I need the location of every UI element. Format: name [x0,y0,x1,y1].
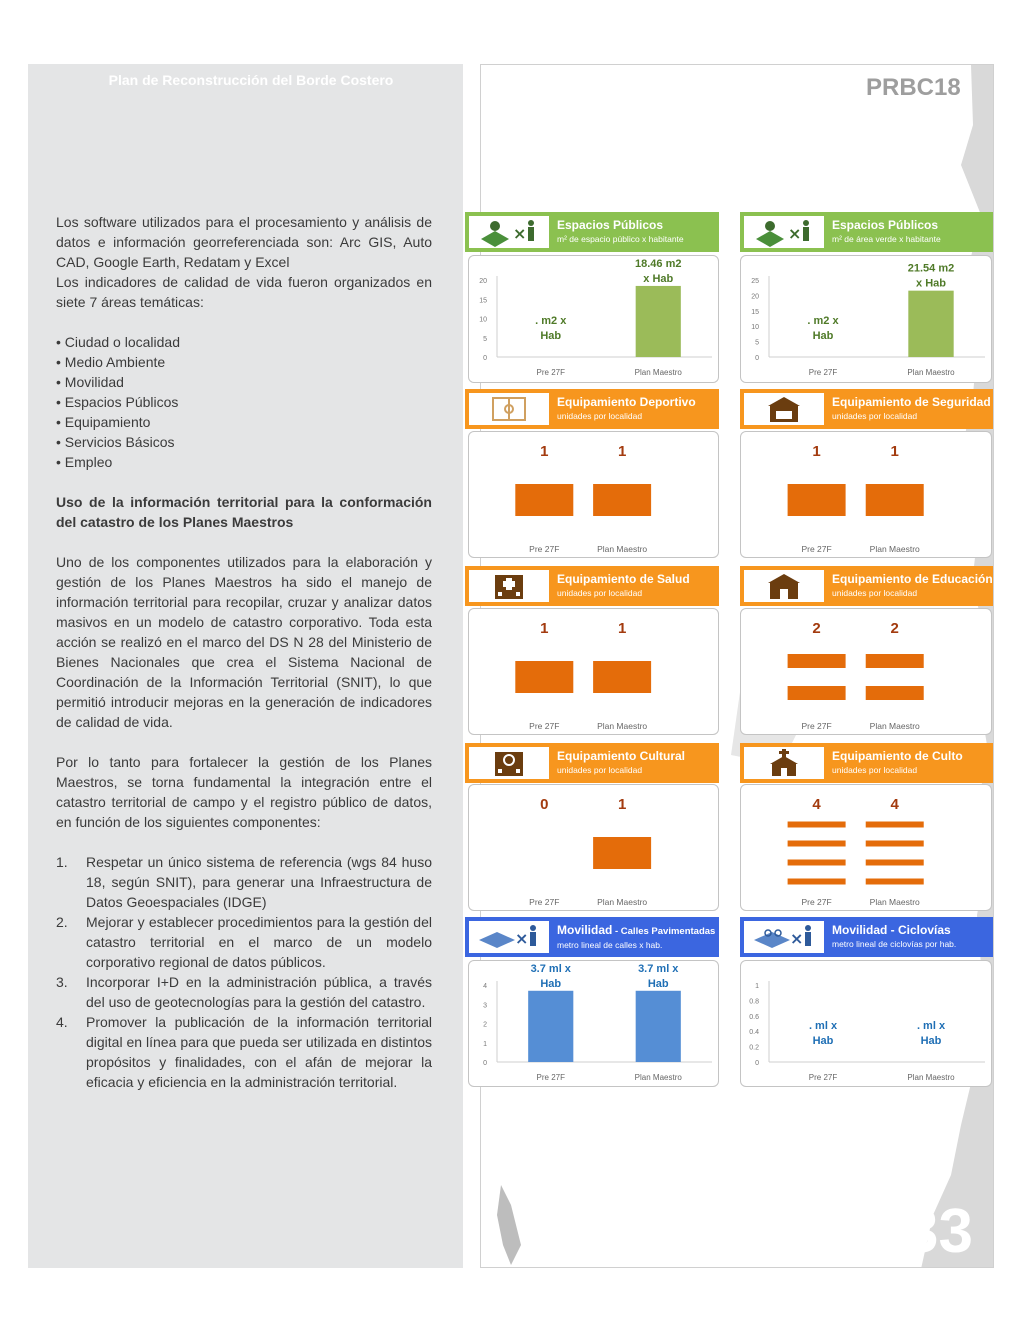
svg-text:×: × [788,224,802,243]
data-label: . ml x [808,1020,838,1032]
card-title: Equipamiento de Educación [832,572,993,586]
y-tick-label: 0 [483,1060,487,1067]
unit-block [866,654,924,668]
x-tick-label: Plan Maestro [907,368,955,377]
data-label: Hab [812,330,834,342]
school-icon [744,570,824,602]
document-code: PRBC18 [866,74,961,101]
data-label: Hab [540,330,562,342]
units-chart [469,785,720,912]
card-header-worship [740,743,993,783]
card-subtitle: m² de área verde x habitante [832,234,941,244]
chart-security [740,431,992,558]
x-tick-label: Pre 27F [529,544,560,554]
card-subtitle: unidades por localidad [832,588,918,598]
list-item: 3. Incorporar I+D en la administración pública, a través del uso de geotecnologías para la gestión del catastro. [56,974,432,1010]
x-tick-label: Plan Maestro [907,1073,955,1082]
y-tick-label: 10 [751,324,759,332]
cultural-center-icon [469,747,549,779]
unit-block [866,860,924,866]
unit-count-label: 1 [617,620,627,637]
unit-block [788,841,846,847]
chart-education [740,608,992,735]
card-title: Equipamiento Cultural [557,749,686,763]
data-label: . ml x [916,1020,946,1032]
x-tick-label: Plan Maestro [869,544,920,554]
y-tick-label: 3 [483,1002,487,1010]
unit-block [515,484,573,516]
chart-bike-lanes [740,960,992,1087]
y-tick-label: 0 [483,355,487,362]
bar-chart [469,961,720,1088]
card-subtitle: unidades por localidad [557,588,643,598]
bar [636,286,681,357]
y-tick-label: 0.8 [749,998,759,1006]
card-subtitle: unidades por localidad [832,411,918,421]
unit-count-label: 1 [812,443,821,460]
units-chart [741,432,993,559]
y-tick-label: 0 [755,355,759,362]
paragraph: Por lo tanto para fortalecer la gestión de los Planes Maestros, se torna fundamental la integración entre el catastro territorial de campo y el registro público de datos, en función de los siguientes componentes: [56,754,432,830]
data-label: . m2 x [807,315,839,327]
y-tick-label: 0.6 [749,1013,759,1021]
y-tick-label: 15 [479,297,487,305]
unit-block [866,686,924,700]
page-number: 33 [904,1197,973,1266]
unit-count-label: 1 [617,443,627,460]
card-title: Espacios Públicos [832,218,939,232]
x-tick-label: Plan Maestro [634,1073,682,1082]
unit-block [866,822,924,828]
units-chart [469,609,720,736]
card-title: Equipamiento de Culto [832,749,963,763]
chart-green-area [740,255,992,383]
chart-paved-streets [468,960,719,1087]
x-tick-label: Plan Maestro [597,544,648,554]
unit-block [788,822,846,828]
bike-lane-per-person-icon [744,921,824,953]
health-center-icon [469,570,549,602]
unit-block [866,879,924,885]
y-tick-label: 20 [751,293,759,301]
unit-block [593,661,651,693]
chart-culture [468,784,719,911]
y-tick-label: 0 [755,1060,759,1067]
data-label: x Hab [916,277,946,290]
unit-count-label: 4 [812,796,821,813]
bar [528,991,573,1062]
x-tick-label: Pre 27F [529,897,560,907]
area-item: • Empleo [56,454,113,470]
bar [636,991,681,1062]
data-label: Hab [540,977,562,990]
x-tick-label: Pre 27F [808,368,838,377]
card-subtitle: m² de espacio público x habitante [557,234,684,244]
card-title: Movilidad - Calles Pavimentadas [557,922,716,937]
card-header-green-area [740,212,993,252]
card-subtitle: metro lineal de ciclovías por hab. [832,939,957,949]
church-icon [744,747,824,779]
data-label: Hab [647,977,669,990]
unit-block [788,860,846,866]
x-tick-label: Pre 27F [801,721,832,731]
chart-sports [468,431,719,558]
card-title: Equipamiento de Salud [557,572,690,586]
chart-health [468,608,719,735]
data-label: 18.46 m2 [635,257,682,270]
svg-text:×: × [790,929,804,948]
unit-block [593,484,651,516]
x-tick-label: Pre 27F [529,721,560,731]
data-label: Hab [812,1035,834,1047]
svg-text:×: × [515,929,529,948]
x-tick-label: Pre 27F [808,1073,838,1082]
x-tick-label: Plan Maestro [869,721,920,731]
list-item: 1. Respetar un único sistema de referencia (wgs 84 huso 18, según SNIT), para generar una Infraestructura de Datos Geoespaciales (IDGE) [56,854,432,910]
card-header-security [740,389,993,429]
police-station-icon [744,393,824,425]
card-header-public-space [465,212,719,252]
units-chart [741,785,993,912]
area-item: • Servicios Básicos [56,434,175,450]
bar-chart [741,256,993,384]
unit-count-label: 2 [890,620,899,637]
unit-block [788,879,846,885]
y-tick-label: 0.2 [749,1044,759,1052]
public-space-per-person-icon [469,216,549,248]
unit-block [788,654,846,668]
card-subtitle: unidades por localidad [557,765,643,775]
x-tick-label: Plan Maestro [869,897,920,907]
svg-text:×: × [513,224,527,243]
area-item: • Espacios Públicos [56,394,179,410]
unit-block [866,484,924,516]
card-header-paved-streets [465,917,719,957]
intro-software: Los software utilizados para el procesamiento y análisis de datos e información georreferenciada son: Arc GIS, Auto CAD, Google Earth, Redatam y Excel [56,214,432,270]
card-title: Equipamiento de Seguridad [832,395,991,409]
x-tick-label: Plan Maestro [597,897,648,907]
y-tick-label: 20 [479,278,487,285]
x-tick-label: Pre 27F [536,1073,565,1082]
data-label: x Hab [643,272,674,285]
bar [908,291,953,357]
card-subtitle: metro lineal de calles x hab. [557,939,663,950]
unit-count-label: 1 [540,443,549,460]
area-item: • Medio Ambiente [56,354,166,370]
list-item: 2. Mejorar y establecer procedimientos para la gestión del catastro territorial en el marco de un modelo corporativo regional de datos públicos. [56,914,432,970]
card-header-culture [465,743,719,783]
bar-chart [469,256,720,384]
y-tick-label: 15 [751,308,759,316]
y-tick-label: 4 [483,983,487,990]
area-item: • Ciudad o localidad [56,334,180,350]
unit-count-label: 1 [617,796,627,813]
card-title: Equipamiento Deportivo [557,395,696,409]
unit-count-label: 2 [812,620,821,637]
data-label: . m2 x [535,315,567,327]
card-title: Movilidad - Ciclovías [832,923,951,937]
y-tick-label: 0.4 [749,1029,759,1037]
units-chart [469,432,720,559]
card-subtitle: unidades por localidad [557,411,643,421]
x-tick-label: Plan Maestro [597,721,648,731]
running-header: Plan de Reconstrucción del Borde Costero [108,72,394,88]
paved-street-per-person-icon [469,921,549,953]
card-header-health [465,566,719,606]
left-text-panel [28,64,463,1268]
data-label: 3.7 ml x [530,962,571,975]
intro-areas: Los indicadores de calidad de vida fueron organizados en siete 7 áreas temáticas: [56,274,432,310]
x-tick-label: Plan Maestro [634,368,682,377]
card-header-education [740,566,993,606]
x-tick-label: Pre 27F [801,544,832,554]
list-item: 4. Promover la publicación de la información territorial digital en línea para que pueda ser utilizada en distintos propósitos y finalidades, con el afán de mejorar la eficacia y eficiencia en la administración territorial. [56,1014,432,1090]
card-header-bike-lanes [740,917,993,957]
unit-block [788,686,846,700]
y-tick-label: 25 [751,278,759,285]
units-chart [741,609,993,736]
unit-count-label: 1 [890,443,899,460]
y-tick-label: 5 [755,339,759,347]
y-tick-label: 1 [483,1040,487,1048]
bar-chart [741,961,993,1088]
unit-count-label: 1 [540,620,549,637]
y-tick-label: 5 [483,335,487,343]
body-text [56,212,432,1092]
area-item: • Equipamiento [56,414,151,430]
card-header-sports [465,389,719,429]
components-list [56,852,432,1092]
data-label: 21.54 m2 [907,262,955,275]
unit-count-label: 0 [540,796,549,813]
paragraph: Uno de los componentes utilizados para la elaboración y gestión de los Planes Maestros ha sido el manejo de información territorial para recopilar, cruzar y analizar datos masivos en un modelo de catastro corporativo. Toda esta acción se realizó en el marco del DS N 28 del Ministerio de Bienes Nacionales que crea el Sistema Nacional de Coordinación de la Información Territorial (SNIT), lo que permitió introducir mejoras en la generación de indicadores de calidad de vida. [56,554,432,730]
data-label: Hab [920,1035,942,1047]
chart-worship [740,784,992,911]
x-tick-label: Pre 27F [536,368,565,377]
unit-block [866,841,924,847]
sports-field-icon [469,393,549,425]
card-title: Espacios Públicos [557,218,664,232]
y-tick-label: 1 [755,983,759,990]
y-tick-label: 2 [483,1021,487,1029]
x-tick-label: Pre 27F [801,897,832,907]
area-item: • Movilidad [56,374,124,390]
section-title: Uso de la información territorial para la conformación del catastro de los Planes Maestros [56,494,432,530]
y-tick-label: 10 [479,316,487,324]
data-label: 3.7 ml x [638,962,679,975]
card-subtitle: unidades por localidad [832,765,918,775]
chart-public-space [468,255,719,383]
green-area-per-person-icon [744,216,824,248]
unit-count-label: 4 [890,796,899,813]
unit-block [515,661,573,693]
unit-block [788,484,846,516]
unit-block [593,837,651,869]
